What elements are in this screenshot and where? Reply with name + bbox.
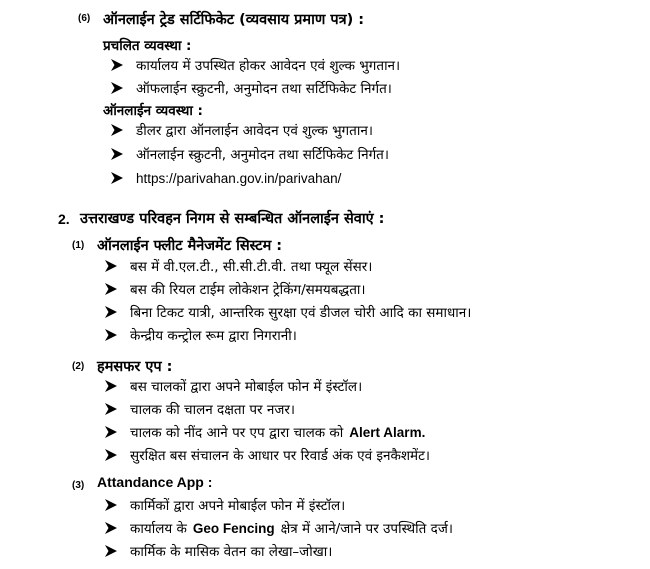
subsection-2-title: हमसफर एप :	[97, 359, 173, 375]
list-item-text: डीलर द्वारा ऑनलाईन आवेदन एवं शुल्क भुगतान।	[136, 123, 373, 139]
list-item	[104, 518, 453, 538]
list-item	[110, 78, 392, 98]
arrowhead-bullet-icon	[110, 81, 136, 95]
list-item	[104, 302, 471, 322]
list-item-text: केन्द्रीय कन्ट्रोल रूम द्वारा निगरानी।	[130, 328, 297, 344]
list-item-text: ऑफलाईन स्क्रुटनी, अनुमोदन तथा सर्टिफिकेट निर्गत।	[136, 81, 392, 97]
list-item	[104, 422, 425, 442]
section-6-title: ऑनलाईन ट्रेड सर्टिफिकेट (व्यवसाय प्रमाण पत्र) :	[103, 12, 365, 28]
list-item	[110, 55, 400, 75]
list-item	[104, 376, 362, 396]
subsection-1-number: (1)	[72, 240, 85, 251]
list-item	[104, 256, 372, 276]
arrowhead-bullet-icon	[104, 498, 130, 512]
list-item-text: कार्मिकों द्वारा अपने मोबाईल फोन में इंस्टॉल।	[130, 498, 346, 514]
arrowhead-bullet-icon	[104, 544, 130, 558]
list-item-text: ऑनलाईन स्क्रुटनी, अनुमोदन तथा सर्टिफिकेट निर्गत।	[136, 147, 389, 163]
subsection-3-title: Attandance App :	[97, 474, 213, 490]
list-item-text: बस की रियल टाईम लोकेशन ट्रेकिंग/समयबद्धता।	[130, 282, 366, 298]
list-item-text: बिना टिकट यात्री, आन्तरिक सुरक्षा एवं डीजल चोरी आदि का समाधान।	[130, 305, 472, 321]
list-item-text: कार्यालय में उपस्थित होकर आवेदन एवं शुल्क भुगतान।	[136, 58, 401, 74]
list-item	[110, 144, 389, 164]
list-item-text: कार्मिक के मासिक वेतन का लेखा–जोखा।	[130, 544, 333, 560]
arrowhead-bullet-icon	[104, 425, 130, 439]
geo-fencing-text: Geo Fencing	[192, 520, 275, 536]
arrowhead-bullet-icon	[104, 305, 130, 319]
parivahan-url-link[interactable]: https://parivahan.gov.in/parivahan/	[136, 170, 342, 186]
list-item	[110, 120, 373, 140]
list-item	[110, 168, 341, 188]
list-item-text: चालक को नींद आने पर एप द्वारा चालक को	[130, 425, 344, 441]
arrowhead-bullet-icon	[104, 521, 130, 535]
list-item-text: बस चालकों द्वारा अपने मोबाईल फोन में इंस्टॉल।	[130, 379, 363, 395]
list-item-text: चालक की चालन दक्षता पर नजर।	[130, 402, 296, 418]
list-item	[104, 495, 345, 515]
online-system-heading: ऑनलाईन व्यवस्था :	[103, 103, 203, 119]
arrowhead-bullet-icon	[104, 402, 130, 416]
list-item-text: कार्यालय के	[130, 521, 187, 537]
alert-alarm-text: Alert Alarm.	[349, 424, 426, 440]
list-item-text: क्षेत्र में आने/जाने पर उपस्थिति दर्ज।	[280, 521, 453, 537]
section-2-title: उत्तराखण्ड परिवहन निगम से सम्बन्धित ऑनलाईन सेवाएं :	[80, 211, 385, 227]
list-item	[104, 279, 366, 299]
arrowhead-bullet-icon	[104, 259, 130, 273]
section-2-number: 2.	[58, 211, 70, 227]
list-item-text: बस में वी.एल.टी., सी.सी.टी.वी. तथा फ्यूल सेंसर।	[130, 259, 373, 275]
section-6-number: (6)	[78, 13, 91, 24]
arrowhead-bullet-icon	[104, 328, 130, 342]
subsection-2-number: (2)	[72, 361, 85, 372]
arrowhead-bullet-icon	[110, 171, 136, 185]
arrowhead-bullet-icon	[110, 123, 136, 137]
subsection-1-title: ऑनलाईन फ्लीट मैनेजमेंट सिस्टम :	[97, 238, 283, 254]
subsection-3-number: (3)	[72, 480, 85, 491]
arrowhead-bullet-icon	[104, 379, 130, 393]
list-item-text: सुरक्षित बस संचालन के आधार पर रिवार्ड अंक एवं इनकैशमेंट।	[130, 448, 431, 464]
current-system-heading: प्रचलित व्यवस्था :	[103, 38, 192, 54]
arrowhead-bullet-icon	[104, 448, 130, 462]
arrowhead-bullet-icon	[110, 147, 136, 161]
arrowhead-bullet-icon	[110, 58, 136, 72]
list-item	[104, 399, 295, 419]
arrowhead-bullet-icon	[104, 282, 130, 296]
list-item	[104, 445, 430, 465]
list-item	[104, 325, 297, 345]
list-item	[104, 541, 332, 561]
